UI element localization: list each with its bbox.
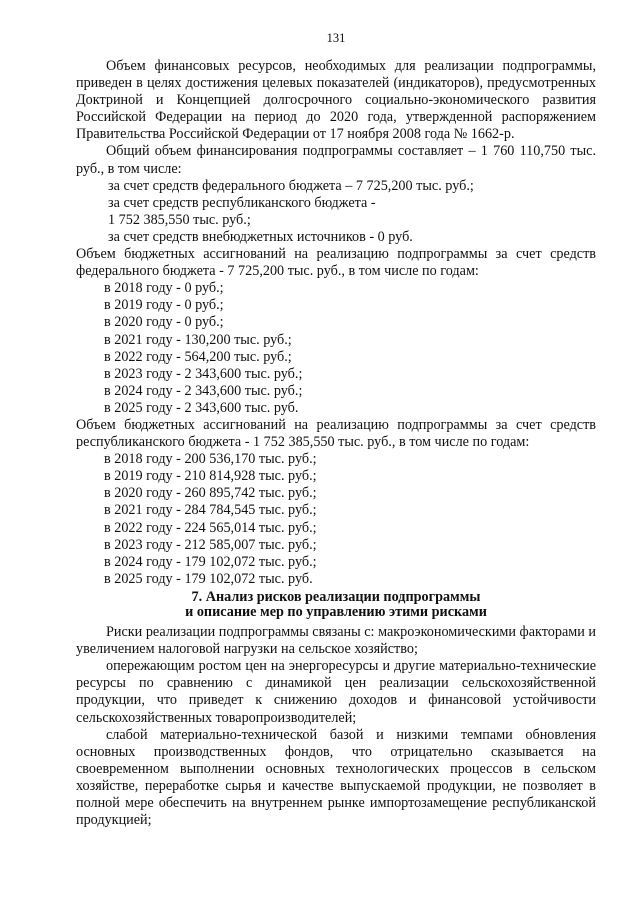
section-heading-line2: и описание мер по управлению этими рисками [185,603,487,620]
list-item: в 2019 году - 210 814,928 тыс. руб.; [104,468,317,485]
federal-years-list [76,280,596,417]
list-item: в 2018 году - 0 руб.; [104,280,224,297]
list-item: в 2024 году - 2 343,600 тыс. руб.; [104,382,303,399]
list-item: в 2018 году - 200 536,170 тыс. руб.; [104,451,317,468]
section-heading-line1: 7. Анализ рисков реализации подпрограммы [191,588,481,605]
intro-paragraph: Объем финансовых ресурсов, необходимых для реализации подпрограммы, приведен в целях достижения целевых показателей (индикаторов), предусмотренных Доктриной и Концепцией долгосрочного социально-экономического развития Российской Федерации на период до 2020 года, утвержденной распоряжением Правительства Российской Федерации от 17 ноября 2008 года № 1662-р. [76,58,596,143]
list-item: в 2021 году - 130,200 тыс. руб.; [104,331,292,348]
source-republic: за счет средств республиканского бюджета - [108,194,376,211]
list-item: в 2023 году - 2 343,600 тыс. руб.; [104,365,303,382]
list-item: в 2024 году - 179 102,072 тыс. руб.; [104,553,317,570]
document-page [76,30,596,829]
list-item: в 2025 году - 2 343,600 тыс. руб. [104,399,299,416]
federal-allocation-paragraph: Объем бюджетных ассигнований на реализацию подпрограммы за счет средств федерального бюджета - 7 725,200 тыс. руб., в том числе по годам: [76,246,596,280]
list-item: в 2019 году - 0 руб.; [104,297,224,314]
republic-allocation-paragraph: Объем бюджетных ассигнований на реализацию подпрограммы за счет средств республиканского бюджета - 1 752 385,550 тыс. руб., в том числе по годам: [76,416,596,451]
list-item: в 2023 году - 212 585,007 тыс. руб.; [104,536,317,553]
risk-paragraph-macroeconomic: Риски реализации подпрограммы связаны с: макроэкономическими факторами и увеличением налоговой нагрузки на сельское хозяйство; [76,624,596,658]
page-number: 131 [326,31,346,45]
list-item: в 2022 году - 564,200 тыс. руб.; [104,348,292,365]
risk-paragraph-technical-base: слабой материально-технической базой и низкими темпами обновления основных производственных фондов, что отрицательно сказывается на своевременном выполнении основных технологических процессов в сельском хозяйстве, переработке сырья и качестве выпускаемой продукции, не позволяет в полной мере обеспечить на внутреннем рынке импортозамещение республиканской продукцией; [76,726,596,829]
risk-paragraph-prices: опережающим ростом цен на энергоресурсы и другие материально-технические ресурсы по сравнению с динамикой цен реализации сельскохозяйственной продукции, что приведет к снижению доходов и финансовой устойчивости сельскохозяйственных товаропроизводителей; [76,658,596,726]
list-item: в 2020 году - 0 руб.; [104,314,224,331]
list-item: в 2025 году - 179 102,072 тыс. руб. [104,570,313,587]
source-federal: за счет средств федерального бюджета – 7 725,200 тыс. руб.; [108,177,474,194]
list-item: в 2020 году - 260 895,742 тыс. руб.; [104,485,317,502]
source-republic-amount: 1 752 385,550 тыс. руб.; [108,211,251,228]
section-heading [76,590,596,619]
total-financing-paragraph: Общий объем финансирования подпрограммы составляет – 1 760 110,750 тыс. руб., в том числе: [76,143,596,177]
list-item: в 2021 году - 284 784,545 тыс. руб.; [104,502,317,519]
source-extrabudgetary: за счет средств внебюджетных источников - 0 руб. [108,228,413,245]
list-item: в 2022 году - 224 565,014 тыс. руб.; [104,519,317,536]
republic-years-list [76,451,596,588]
